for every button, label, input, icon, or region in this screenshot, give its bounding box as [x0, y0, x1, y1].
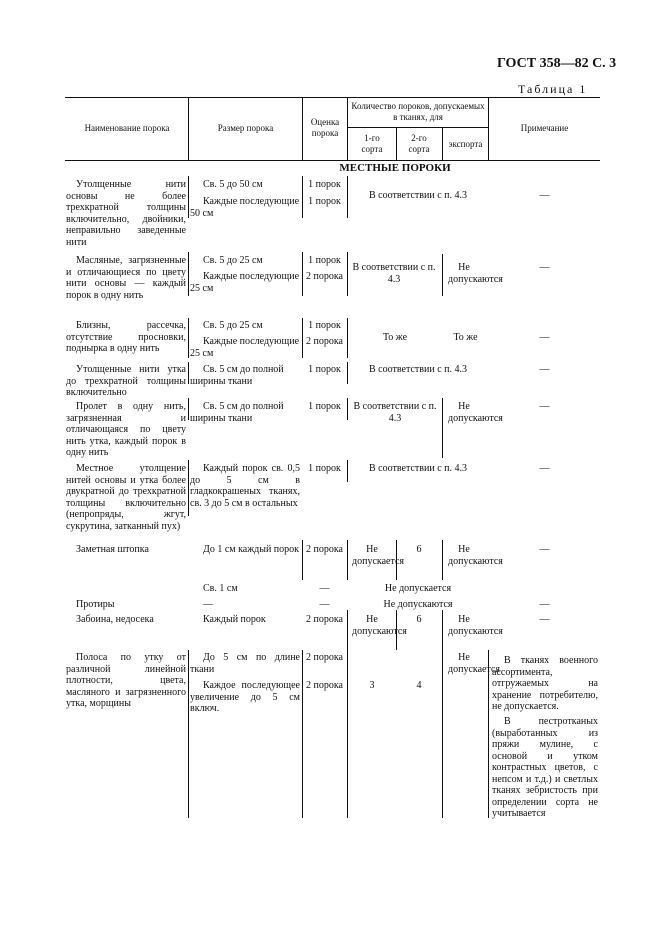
- row-6-score-1: 1 порок: [308, 463, 341, 474]
- row-8-size-1: —: [203, 599, 213, 610]
- row-9-score-1: 2 порока: [306, 614, 343, 625]
- row-8-note: —: [539, 599, 550, 610]
- col-divider: [188, 460, 189, 516]
- col-divider: [347, 252, 348, 296]
- row-7-grade2: 6: [416, 544, 422, 555]
- col-divider: [347, 650, 348, 818]
- col-divider: [302, 650, 303, 818]
- header-bottom-border: [65, 160, 600, 161]
- row-2-score-2: 2 порока: [306, 271, 343, 282]
- row-7-export: Не допускаются: [448, 544, 503, 567]
- col-divider: [347, 540, 348, 580]
- row-1-note: —: [539, 190, 550, 201]
- col-header-size: Размер порока: [217, 123, 274, 133]
- col-header-score: Оценка порока: [310, 117, 340, 138]
- row-4-quantity: В соответствии с п. 4.3: [369, 364, 467, 375]
- row-2-quantity: В соответствии с п. 4.3: [352, 262, 436, 285]
- row-6-size-1: Каждый порок св. 0,5 до 5 см в гладкокрашеных тканях, св. 3 до 5 см в остальных: [190, 463, 300, 509]
- col-divider: [188, 318, 189, 358]
- row-10-grade2: 4: [416, 680, 422, 691]
- col-header-grade1: 1-го сорта: [361, 133, 383, 154]
- row-6-name: Местное утолщение нитей основы и утка более двукратной до трехкратной толщины включительно (непропряды, жгут, сукрутина, затканный пух): [66, 463, 186, 532]
- row-2-size-1: Св. 5 до 25 см: [203, 255, 263, 266]
- doc-reference: ГОСТ 358—82 С. 3: [497, 56, 617, 71]
- row-1-name: Утолщенные нити основы не более трехкратной толщины включительно, двойники, неправильно заведенные нити: [66, 179, 186, 248]
- col-divider: [488, 650, 489, 818]
- row-8-quantity: Не допускаются: [383, 599, 453, 610]
- col-divider: [347, 318, 348, 358]
- row-8-name: Протиры: [76, 599, 115, 610]
- col-header-grade2: 2-го сорта: [408, 133, 430, 154]
- row-9-grade1: Не допускаются: [352, 614, 407, 637]
- row-7-name: Заметная штопка: [76, 544, 149, 555]
- col-header-quantity: Количество пороков, допускаемых в тканях, для: [351, 101, 485, 122]
- table-top-border: [65, 97, 600, 98]
- row-2-score-1: 1 порок: [308, 255, 341, 266]
- row-3-name: Близны, рассечка, отсутствие просновки, поднырка в одну нить: [66, 320, 186, 354]
- row-3-size-2: Каждые последующие 25 см: [190, 336, 300, 359]
- row-1-size-1: Св. 5 до 50 см: [203, 179, 263, 190]
- row-5-name: Пролет в одну нить, загрязненная и отличающаяся по цвету нить утка, каждый порок в одну нить: [66, 401, 186, 458]
- col-divider: [188, 650, 189, 818]
- row-2-size-2: Каждые последующие 25 см: [190, 271, 300, 294]
- col-header-name: Наименование порока: [84, 123, 170, 133]
- col-divider: [347, 398, 348, 420]
- row-7-size-1: До 1 см каждый порок: [203, 544, 300, 555]
- row-7-grade1: Не допускается: [352, 544, 404, 567]
- col-header-note: Примечание: [520, 123, 569, 133]
- row-7-note: —: [539, 544, 550, 555]
- row-9-grade2: 6: [416, 614, 422, 625]
- col-divider: [442, 398, 443, 458]
- row-1-score-1: 1 порок: [308, 179, 341, 190]
- col-divider: [347, 610, 348, 650]
- col-header-export: экспорта: [448, 139, 483, 149]
- row-6-quantity: В соответствии с п. 4.3: [369, 463, 467, 474]
- row-3-score-2: 2 порока: [306, 336, 343, 347]
- col-divider: [442, 540, 443, 580]
- row-6-note: —: [539, 463, 550, 474]
- col-divider: [442, 650, 443, 818]
- row-3-export: То же: [453, 332, 478, 343]
- row-4-size-1: Св. 5 см до полной ширины ткани: [190, 364, 284, 387]
- row-2-name: Масляные, загрязненные и отличающиеся по цвету нити основы — каждый порок в одну нить: [66, 255, 186, 301]
- quantity-subheader-line: [347, 127, 488, 128]
- col-divider: [188, 362, 189, 384]
- row-10-size-2: Каждое последующее увеличение до 5 см включ.: [190, 680, 300, 714]
- col-divider: [188, 398, 189, 420]
- row-10-note: В тканях военного ассортимента, отгружаемых на хранение потребителю, не допускается.: [492, 655, 598, 712]
- row-9-export: Не допускаются: [448, 614, 503, 637]
- row-9-size-1: Каждый порок: [203, 614, 266, 625]
- row-1-quantity: В соответствии с п. 4.3: [369, 190, 467, 201]
- col-divider: [442, 254, 443, 296]
- row-3-size-1: Св. 5 до 25 см: [203, 320, 263, 331]
- row-10-name: Полоса по утку от различной линейной плотности, цвета, масляного и загрязненного утка, морщины: [66, 652, 186, 709]
- row-1-score-2: 1 порок: [308, 196, 341, 207]
- row-9-name: Забоина, недосека: [76, 614, 154, 625]
- col-divider: [302, 97, 303, 160]
- row-10-grade1: 3: [369, 680, 375, 691]
- row-4-name: Утолщенные нити утка до трехкратной толщины включительно: [66, 364, 186, 398]
- row-3-note: —: [539, 332, 550, 343]
- row-5-note: —: [539, 401, 550, 412]
- row-1-size-2: Каждые последующие 50 см: [190, 196, 300, 219]
- col-divider: [188, 176, 189, 218]
- row-4-note: —: [539, 364, 550, 375]
- row-5-size-1: Св. 5 см до полной ширины ткани: [190, 401, 284, 424]
- row-10-export: Не допускается: [448, 652, 500, 675]
- row-7-quantity-2: Не допускается: [384, 583, 452, 594]
- row-5-score-1: 1 порок: [308, 401, 341, 412]
- col-divider: [347, 97, 348, 160]
- table-label: Таблица 1: [518, 82, 588, 96]
- col-divider: [188, 252, 189, 296]
- row-10-note-2: В пестротканых (выработанных из пряжи мулине, с основой и утком контрастных цветов, с непсом и т.д.) и светлых тканях зебристость при определении сорта не учитывается: [492, 716, 598, 819]
- row-7-size-2: Св. 1 см: [203, 583, 238, 594]
- row-3-quantity: То же: [382, 332, 408, 343]
- row-10-score-1: 2 порока: [306, 652, 343, 663]
- row-9-note: —: [539, 614, 550, 625]
- row-7-score-1: 2 порока: [306, 544, 343, 555]
- row-2-export: Не допускаются: [448, 262, 503, 285]
- row-4-score-1: 1 порок: [308, 364, 341, 375]
- row-10-size-1: До 5 см по длине ткани: [190, 652, 300, 675]
- section-heading: МЕСТНЫЕ ПОРОКИ: [339, 162, 451, 174]
- row-7-score-2: —: [319, 583, 330, 594]
- row-5-quantity: В соответствии с п. 4.3: [353, 401, 437, 424]
- row-5-export: Не допускаются: [448, 401, 503, 424]
- col-divider: [442, 610, 443, 650]
- row-10-score-2: 2 порока: [306, 680, 343, 691]
- col-divider: [396, 127, 397, 160]
- row-3-score-1: 1 порок: [308, 320, 341, 331]
- row-8-score-1: —: [319, 599, 330, 610]
- row-2-note: —: [539, 262, 550, 273]
